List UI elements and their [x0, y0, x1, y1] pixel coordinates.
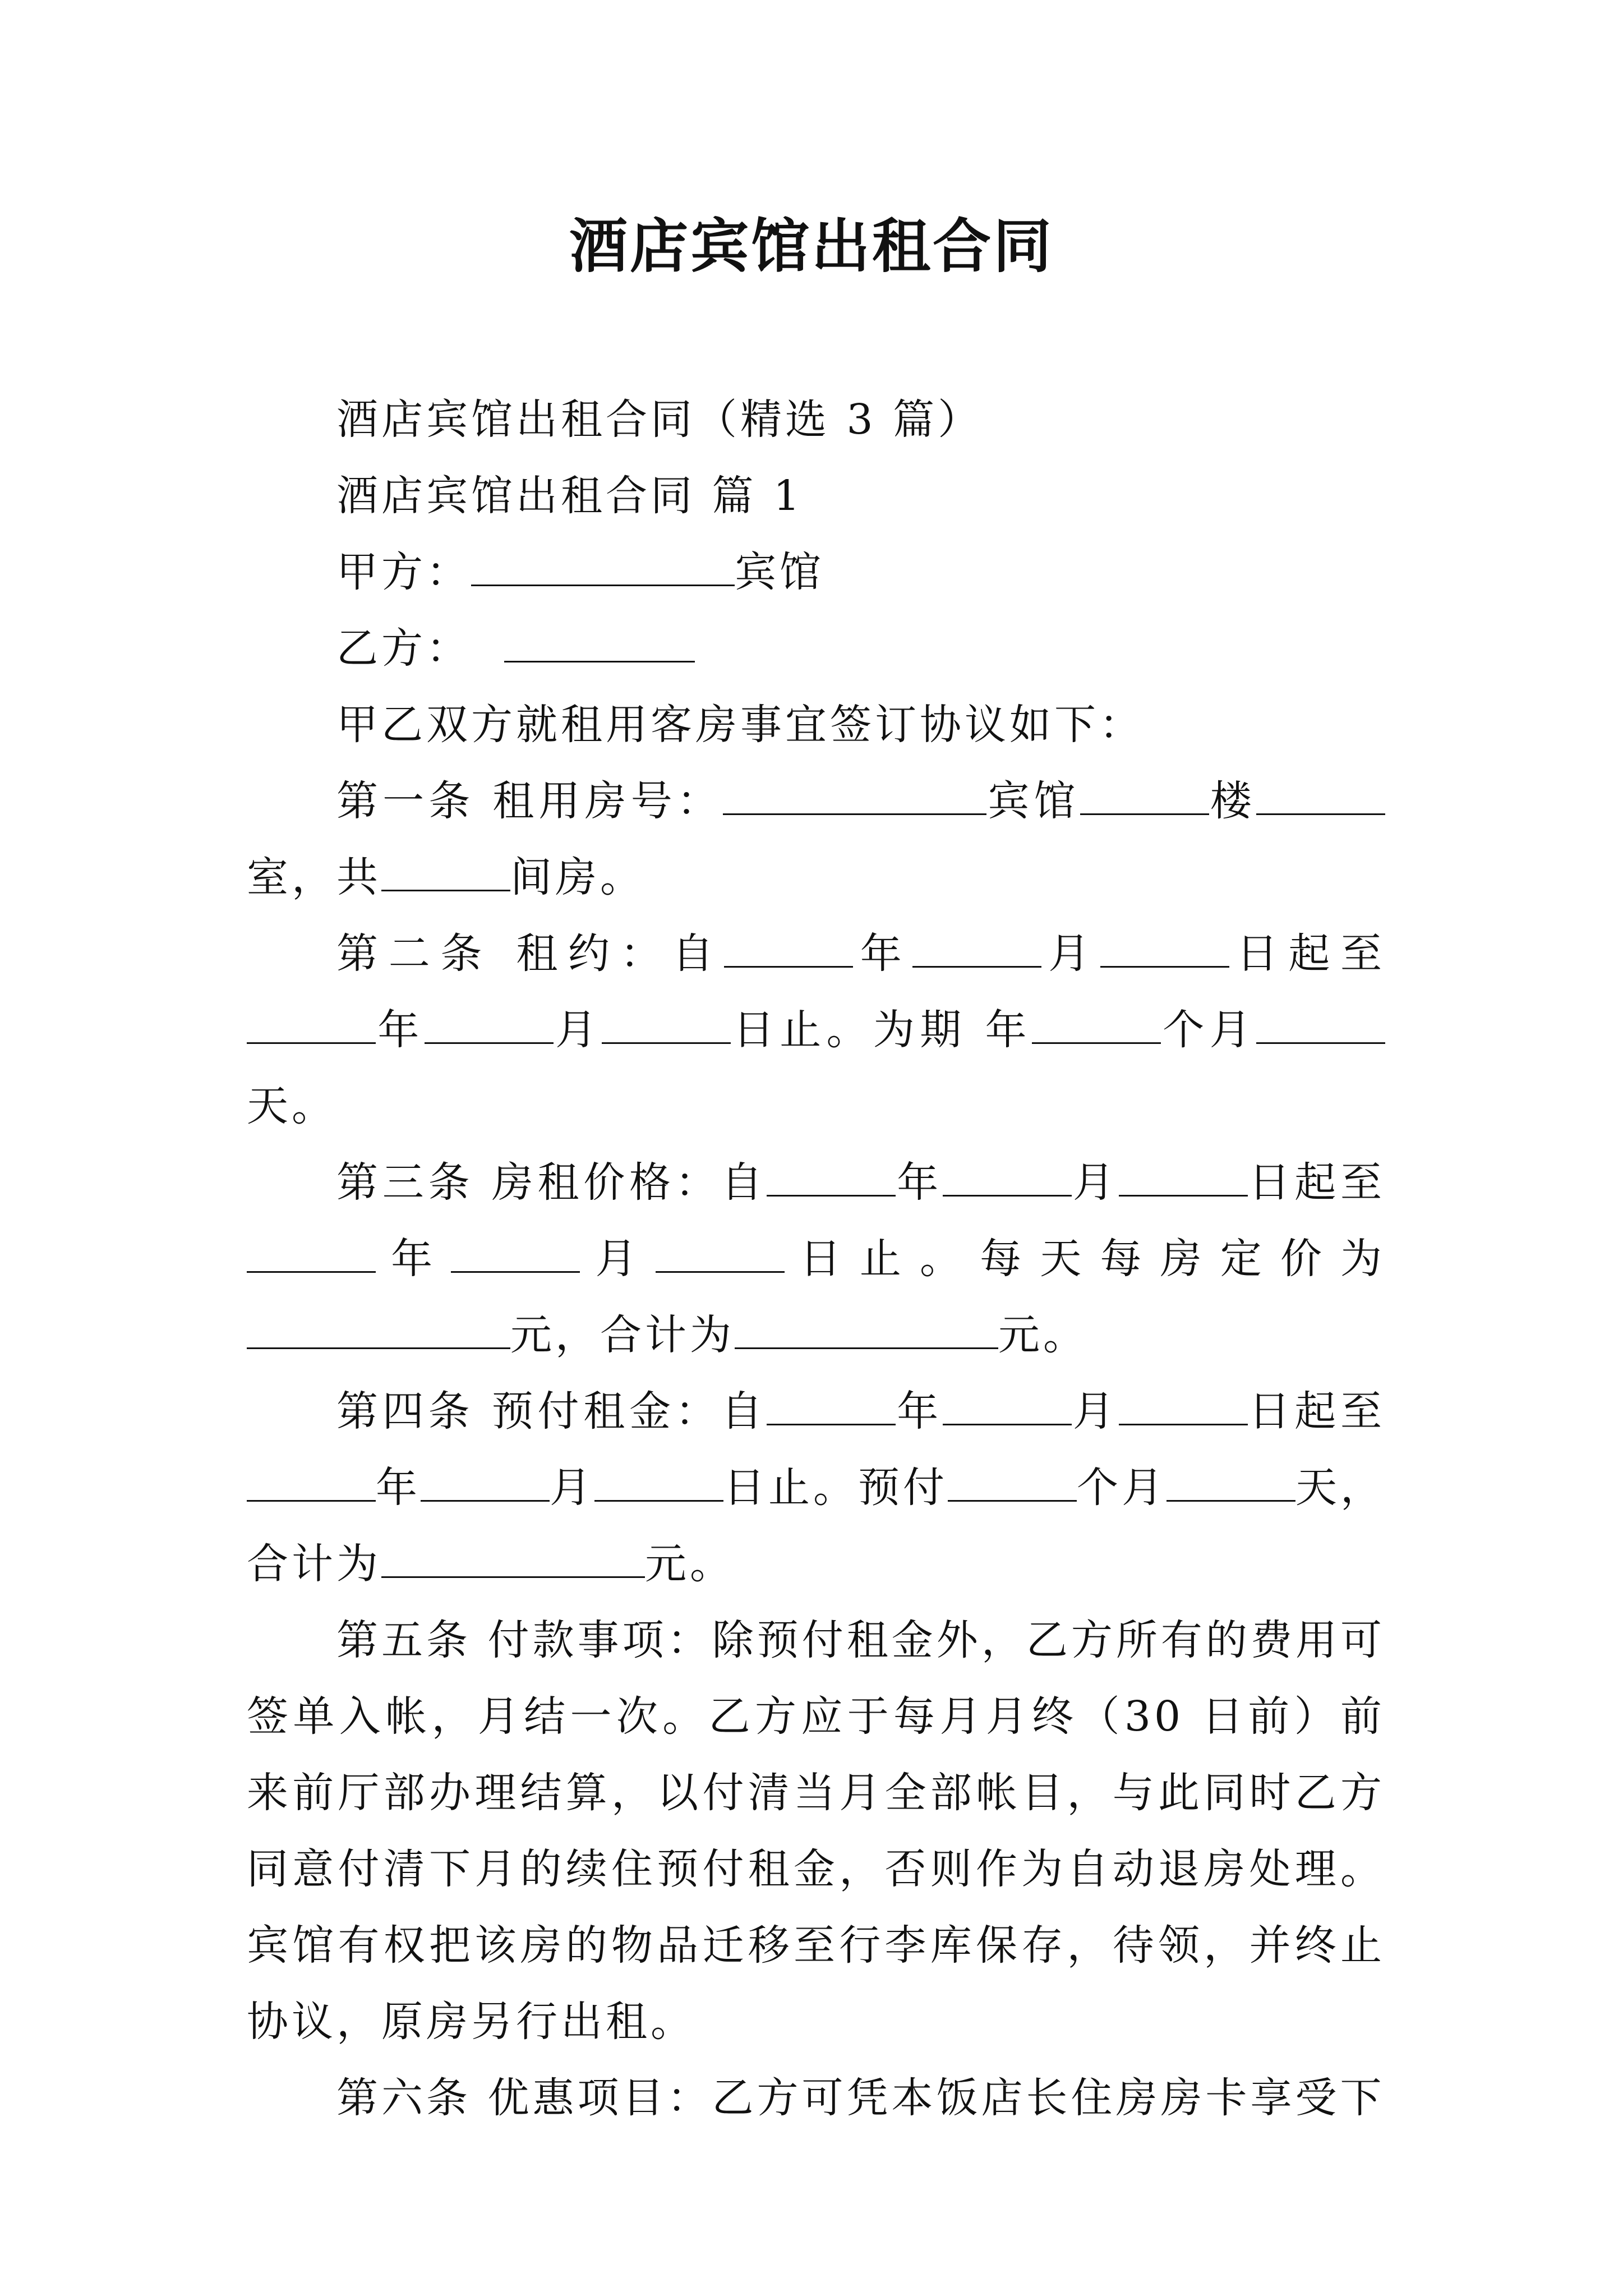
- blank: [1119, 1160, 1248, 1197]
- clause-4-text: 年: [896, 1387, 943, 1435]
- clause-4-text: 合计为: [247, 1540, 381, 1588]
- blank: [602, 1007, 731, 1044]
- clause-1-text: 室，共: [247, 853, 381, 901]
- blank: [1119, 1389, 1248, 1425]
- clause-4-text: 元。: [645, 1540, 735, 1588]
- blank: [1256, 1007, 1385, 1044]
- clause-4-text: 日起至: [1247, 1387, 1386, 1435]
- clause-6: 第六条 优惠项目：乙方可凭本饭店长住房房卡享受下: [336, 2074, 1385, 2122]
- clause-4: [247, 1373, 1385, 1602]
- blank: [1256, 779, 1385, 815]
- clause-1-head: 第一条 租用房号：: [336, 777, 723, 825]
- clause-4-text: 日止。预付: [723, 1464, 948, 1512]
- blank: [1166, 1465, 1295, 1502]
- party-b-line: [247, 610, 1385, 687]
- clause-2-text: 日起至: [1229, 930, 1386, 978]
- blank: [724, 931, 853, 968]
- clause-2-text: 年: [853, 930, 912, 978]
- blank: [767, 1389, 896, 1425]
- blank: [247, 1007, 376, 1044]
- clause-2-text: 月: [553, 1006, 602, 1054]
- blank: [943, 1160, 1072, 1197]
- blank: [943, 1389, 1072, 1425]
- clause-3-text: 日止。每天每房定价为: [784, 1235, 1386, 1283]
- clause-3-text: 月: [1072, 1158, 1119, 1207]
- blank: [247, 1313, 510, 1349]
- clause-3-head: 第三条 房租价格：自: [336, 1158, 767, 1207]
- blank: [656, 1236, 785, 1273]
- blank: [451, 1236, 580, 1273]
- document-title: 酒店宾馆出租合同: [569, 211, 1054, 280]
- clause-2: [247, 915, 1385, 1144]
- clause-2-text: 月: [1041, 930, 1100, 978]
- clause-4-text: 天，: [1295, 1464, 1385, 1512]
- party-a-suffix: 宾馆: [735, 548, 824, 596]
- clause-1-text: 楼: [1209, 777, 1256, 825]
- clause-3-text: 月: [580, 1235, 656, 1283]
- clause-3-text: 元，合计为: [510, 1311, 735, 1359]
- clause-3-text: 年: [896, 1158, 943, 1207]
- clause-3-text: 元。: [998, 1311, 1088, 1359]
- clause-4-head: 第四条 预付租金：自: [336, 1387, 767, 1435]
- clause-2-text: 个月: [1160, 1006, 1257, 1054]
- clause-3: [247, 1144, 1385, 1373]
- clause-2-text: 年: [376, 1006, 425, 1054]
- subtitle: 酒店宾馆出租合同（精选 3 篇）: [336, 395, 983, 444]
- clause-2-head: 第二条 租约：自: [336, 930, 725, 978]
- party-a-label: 甲方：: [336, 548, 471, 596]
- clause-3-text: 日起至: [1247, 1158, 1386, 1207]
- party-b-label: 乙方：: [336, 624, 471, 673]
- clause-2-text: 日止。为期 年: [731, 1006, 1032, 1054]
- blank: [723, 779, 986, 815]
- clause-4-text: 月: [1072, 1387, 1119, 1435]
- section-heading: 酒店宾馆出租合同 篇 1: [336, 472, 804, 520]
- clause-4-text: 年: [376, 1464, 421, 1512]
- blank: [1080, 779, 1209, 815]
- blank: [735, 1313, 998, 1349]
- blank: [1032, 1007, 1161, 1044]
- clause-2-text: 天。: [247, 1082, 336, 1130]
- blank: [1100, 931, 1229, 968]
- clause-4-text: 个月: [1077, 1464, 1166, 1512]
- clause-1-text: 宾馆: [986, 777, 1080, 825]
- intro-line: 甲乙双方就租用客房事宜签订协议如下：: [336, 701, 1144, 749]
- party-a-line: [247, 534, 1385, 610]
- blank: [421, 1465, 550, 1502]
- blank: [381, 1542, 645, 1578]
- blank: [247, 1236, 376, 1273]
- blank: [247, 1465, 376, 1502]
- blank: [767, 1160, 896, 1197]
- blank: [425, 1007, 554, 1044]
- blank: [948, 1465, 1077, 1502]
- clause-1-text: 间房。: [510, 853, 645, 901]
- blank: [594, 1465, 723, 1502]
- clause-1: [247, 763, 1385, 915]
- clause-5: 第五条 付款事项：除预付租金外，乙方所有的费用可签单入帐，月结一次。乙方应于每月月终（30 日前）前来前厅部办理结算，以付清当月全部帐目，与此同时乙方同意付清下月的续住预付租金，否则作为自动退房处理。宾馆有权把该房的物品迁移至行李库保存，待领，并终止协议，原房另行出租。: [247, 1616, 1385, 2046]
- party-b-blank: [504, 626, 695, 662]
- clause-3-text: 年: [376, 1235, 451, 1283]
- blank: [912, 931, 1041, 968]
- clause-4-text: 月: [550, 1464, 594, 1512]
- document-body: [247, 381, 1385, 2136]
- party-a-blank: [471, 550, 735, 586]
- blank: [381, 855, 510, 891]
